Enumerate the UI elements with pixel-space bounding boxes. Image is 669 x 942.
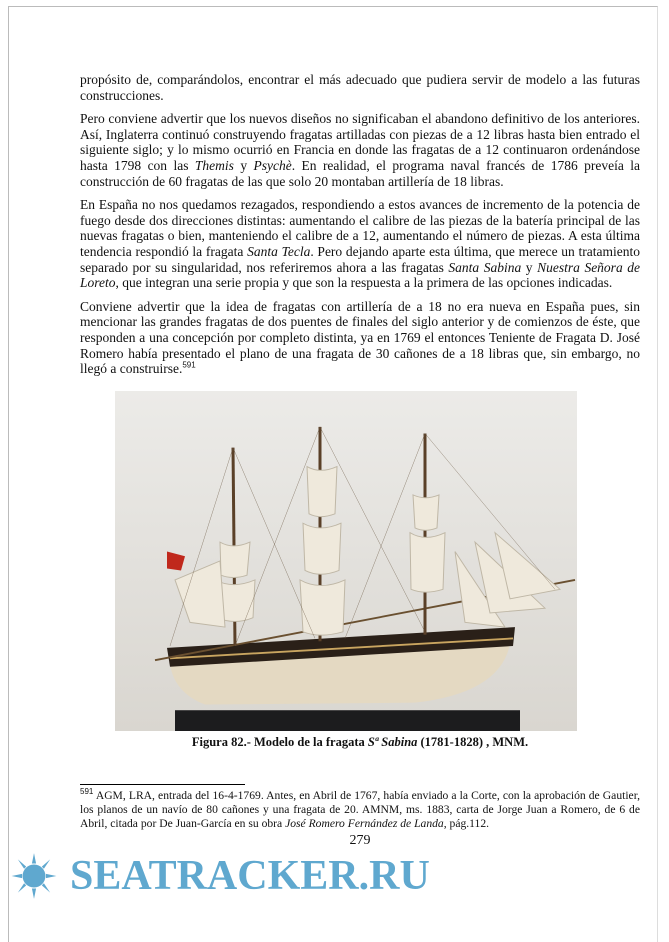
paragraph-3 — [80, 197, 640, 291]
text: y — [521, 259, 538, 275]
ship-model-photo — [115, 391, 577, 731]
text: En España no nos quedamos rezagados, respondiendo a estos avances de incremento de la potencia de fuego desde dos direcciones distintas: aumentando el calibre de las piezas de la batería principal de las nuevas fragatas o bien, manteniendo el calibre de a 12, aumentando el número de piezas. A esta última tendencia respondió la fragata — [80, 197, 640, 259]
text: . En realidad, el programa naval francés de 1786 preveía la construcción de 60 fragatas de las que solo 20 montaban artillería de 18 libras. — [80, 157, 640, 189]
footnote-text: AGM, LRA, entrada del 16-4-1769. Antes, en Abril de 1767, había enviado a la Corte, con la aprobación de Gautier, los planos de un navío de 80 cañones y una fragata de 20. AMNM, ms. 1883, carta de Jorge Juan a Romero, de 6 de Abril, citada por De Juan-García en su obra — [80, 788, 640, 830]
text: . Pero dejando aparte esta última, que merece un tratamiento separado por su singularidad, nos referiremos ahora a las fragatas — [80, 243, 640, 275]
ship-name: Santa Sabina — [448, 259, 522, 275]
footnote-text: , pág.112. — [443, 816, 490, 830]
paragraph-1 — [80, 72, 640, 103]
paragraph-text: propósito de, comparándolos, encontrar el más adecuado que pudiera servir de modelo a las futuras construcciones. — [80, 72, 640, 103]
page-column — [70, 0, 640, 901]
watermark — [0, 851, 669, 901]
caption-text: Figura 82.- Modelo de la fragata — [191, 734, 368, 749]
footnote-separator — [80, 784, 245, 785]
paragraph-2 — [80, 111, 640, 189]
ship-name: Nuestra Señora de Loreto — [80, 259, 640, 291]
page-number: 279 — [349, 832, 371, 848]
watermark-text: SEATRACKER.RU — [70, 852, 430, 899]
text: y — [233, 157, 254, 173]
caption-text: (1781-1828) , MNM. — [417, 734, 529, 749]
ship-name: Themis — [194, 157, 234, 173]
text: Pero conviene advertir que los nuevos diseños no significaban el abandono definitivo de los anteriores. Así, Inglaterra continuó construyendo fragatas artilladas con piezas de a 12 libras hasta bien entrado el siguiente siglo; y lo mismo ocurrió en Francia en donde las fragatas de a 12 continuaron ordenándose hasta 1798 con las — [80, 111, 640, 173]
ship-name: Santa Tecla — [247, 243, 311, 259]
caption-ship-name: Sª Sabina — [367, 734, 418, 749]
figure-caption — [80, 735, 640, 750]
sun-logo-icon — [4, 851, 64, 901]
footnote-ref[interactable]: 591 — [182, 360, 196, 370]
text: Conviene advertir que la idea de fragatas con artillería de a 18 no era nueva en España pues, sin mencionar las grandes fragatas de dos puentes de finales del siglo anterior y de comienzos de éste, que responden a una concepción por completo distinta, ya en 1769 el entonces Teniente de Fragata D. José Romero había presentado el plano de una fragata de 30 cañones de a 18 libras que, sin embargo, no llegó a construirse. — [80, 298, 640, 377]
body-text — [80, 72, 640, 377]
paragraph-4 — [80, 299, 640, 377]
footnote-title: José Romero Fernández de Landa — [285, 816, 444, 830]
text: , que integran una serie propia y que son la respuesta a la primera de las opciones indicadas. — [115, 275, 613, 291]
footnote-number: 591 — [80, 786, 94, 796]
footnote — [80, 786, 640, 831]
ship-name: Psychè — [253, 157, 292, 173]
